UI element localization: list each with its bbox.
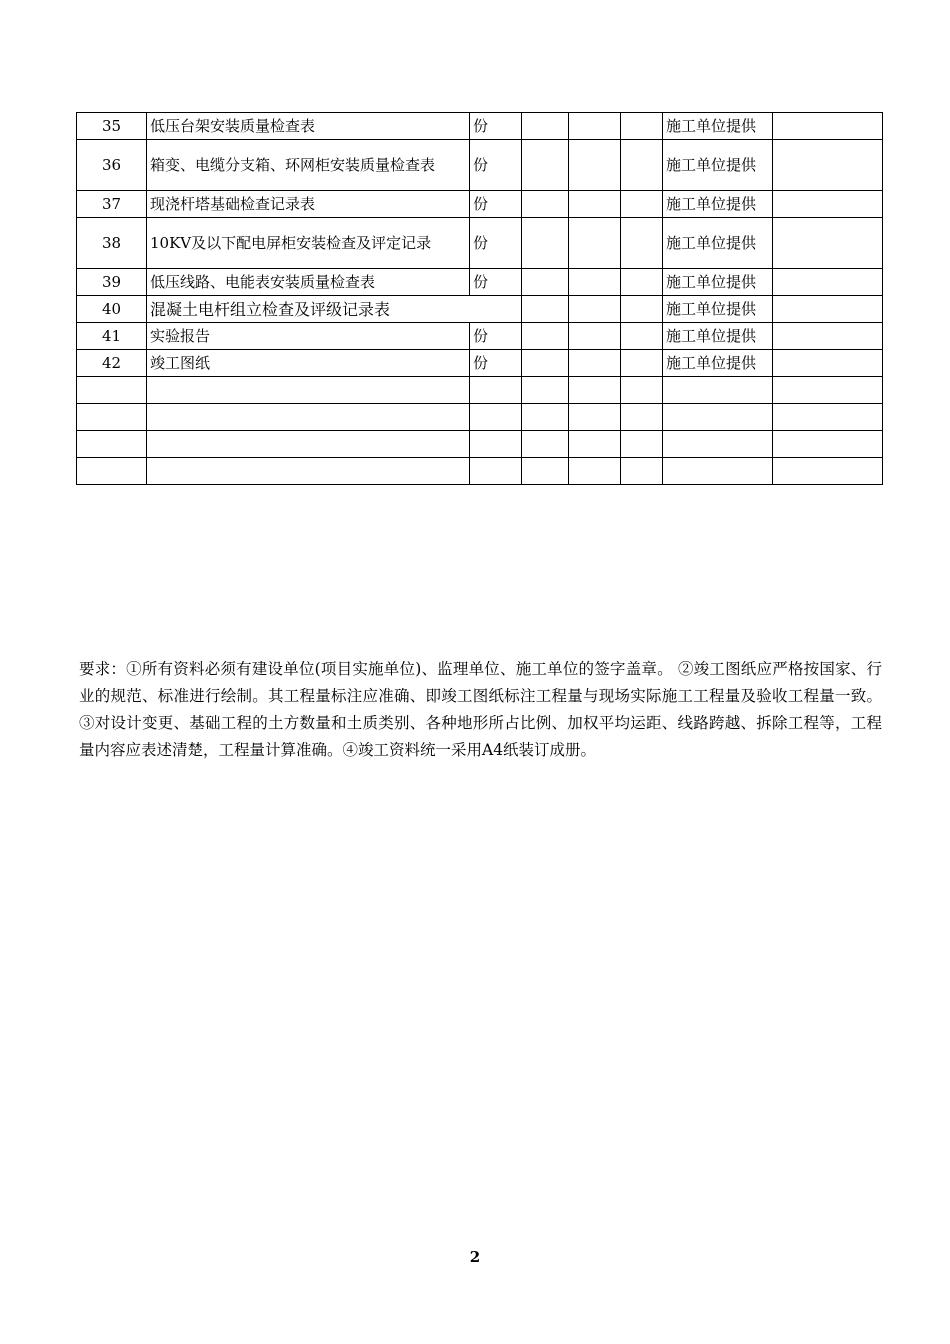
row-number: 40 xyxy=(77,296,147,323)
empty-cell xyxy=(569,350,621,377)
empty-cell xyxy=(522,140,569,191)
empty-cell xyxy=(522,377,569,404)
responsible-party: 施工单位提供 xyxy=(663,350,773,377)
empty-cell xyxy=(621,191,663,218)
row-number: 35 xyxy=(77,113,147,140)
empty-cell xyxy=(663,404,773,431)
empty-cell xyxy=(470,404,522,431)
document-name: 低压线路、电能表安装质量检查表 xyxy=(147,269,470,296)
empty-cell xyxy=(569,218,621,269)
empty-cell xyxy=(147,377,470,404)
table-row xyxy=(77,113,883,140)
document-checklist-table xyxy=(76,112,883,485)
row-number: 41 xyxy=(77,323,147,350)
document-name: 竣工图纸 xyxy=(147,350,470,377)
unit-cell: 份 xyxy=(470,113,522,140)
empty-cell xyxy=(569,323,621,350)
page-number: 2 xyxy=(469,1248,481,1266)
empty-cell xyxy=(621,458,663,485)
row-number: 37 xyxy=(77,191,147,218)
table-row xyxy=(77,140,883,191)
table-row xyxy=(77,218,883,269)
empty-cell xyxy=(522,113,569,140)
empty-cell xyxy=(77,431,147,458)
empty-cell xyxy=(77,458,147,485)
empty-cell xyxy=(621,140,663,191)
empty-cell xyxy=(470,377,522,404)
empty-cell xyxy=(569,140,621,191)
empty-cell xyxy=(77,377,147,404)
document-name: 低压台架安装质量检查表 xyxy=(147,113,470,140)
empty-cell xyxy=(773,350,883,377)
empty-cell xyxy=(773,431,883,458)
empty-cell xyxy=(147,458,470,485)
empty-table-row xyxy=(77,458,883,485)
empty-cell xyxy=(773,191,883,218)
empty-cell xyxy=(522,323,569,350)
empty-cell xyxy=(569,377,621,404)
table-row xyxy=(77,296,883,323)
empty-cell xyxy=(569,113,621,140)
document-name: 箱变、电缆分支箱、环网柜安装质量检查表 xyxy=(147,140,470,191)
empty-cell xyxy=(621,269,663,296)
empty-cell xyxy=(522,191,569,218)
empty-cell xyxy=(569,431,621,458)
empty-cell xyxy=(522,350,569,377)
unit-cell: 份 xyxy=(470,218,522,269)
responsible-party: 施工单位提供 xyxy=(663,191,773,218)
table-row xyxy=(77,350,883,377)
empty-cell xyxy=(773,296,883,323)
empty-cell xyxy=(569,191,621,218)
empty-cell xyxy=(621,377,663,404)
empty-cell xyxy=(147,404,470,431)
responsible-party: 施工单位提供 xyxy=(663,323,773,350)
row-number: 39 xyxy=(77,269,147,296)
empty-cell xyxy=(663,458,773,485)
responsible-party: 施工单位提供 xyxy=(663,140,773,191)
empty-cell xyxy=(773,458,883,485)
row-number: 36 xyxy=(77,140,147,191)
responsible-party: 施工单位提供 xyxy=(663,296,773,323)
empty-cell xyxy=(522,404,569,431)
responsible-party: 施工单位提供 xyxy=(663,113,773,140)
empty-cell xyxy=(773,269,883,296)
empty-cell xyxy=(773,218,883,269)
empty-cell xyxy=(773,377,883,404)
empty-cell xyxy=(569,296,621,323)
empty-cell xyxy=(621,113,663,140)
empty-cell xyxy=(522,269,569,296)
requirements-paragraph: 要求：①所有资料必须有建设单位(项目实施单位)、监理单位、施工单位的签字盖章。 ②竣工图纸应严格按国家、行业的规范、标准进行绘制。其工程量标注应准确、即竣工图纸标注工程量与现场实际施工工程量及验收工程量一致。③对设计变更、基础工程的土方数量和土质类别、各种地形所占比例、加权平均运距、线路跨越、拆除工程等，工程量内容应表述清楚，工程量计算准确。④竣工资料统一采用A4纸装订成册。 xyxy=(79,660,882,759)
empty-cell xyxy=(470,431,522,458)
empty-table-row xyxy=(77,431,883,458)
empty-cell xyxy=(773,323,883,350)
empty-cell xyxy=(569,269,621,296)
empty-cell xyxy=(773,140,883,191)
empty-cell xyxy=(621,218,663,269)
empty-cell xyxy=(569,458,621,485)
empty-table-row xyxy=(77,404,883,431)
unit-cell: 份 xyxy=(470,350,522,377)
unit-cell: 份 xyxy=(470,269,522,296)
empty-cell xyxy=(569,404,621,431)
empty-cell xyxy=(522,218,569,269)
empty-cell xyxy=(522,431,569,458)
row-number: 38 xyxy=(77,218,147,269)
table-row xyxy=(77,191,883,218)
unit-cell: 份 xyxy=(470,191,522,218)
row-number: 42 xyxy=(77,350,147,377)
unit-cell: 份 xyxy=(470,323,522,350)
empty-cell xyxy=(663,377,773,404)
document-name: 混凝土电杆组立检查及评级记录表 xyxy=(147,296,522,323)
empty-cell xyxy=(522,458,569,485)
empty-table-row xyxy=(77,377,883,404)
document-name: 实验报告 xyxy=(147,323,470,350)
empty-cell xyxy=(621,350,663,377)
empty-cell xyxy=(621,323,663,350)
unit-cell: 份 xyxy=(470,140,522,191)
empty-cell xyxy=(621,296,663,323)
empty-cell xyxy=(621,404,663,431)
empty-cell xyxy=(147,431,470,458)
empty-cell xyxy=(470,458,522,485)
responsible-party: 施工单位提供 xyxy=(663,269,773,296)
document-name: 现浇杆塔基础检查记录表 xyxy=(147,191,470,218)
empty-cell xyxy=(522,296,569,323)
responsible-party: 施工单位提供 xyxy=(663,218,773,269)
empty-cell xyxy=(773,113,883,140)
empty-cell xyxy=(77,404,147,431)
table-row xyxy=(77,323,883,350)
table-row xyxy=(77,269,883,296)
empty-cell xyxy=(663,431,773,458)
empty-cell xyxy=(773,404,883,431)
empty-cell xyxy=(621,431,663,458)
document-name: 10KV及以下配电屏柜安装检查及评定记录 xyxy=(147,218,470,269)
